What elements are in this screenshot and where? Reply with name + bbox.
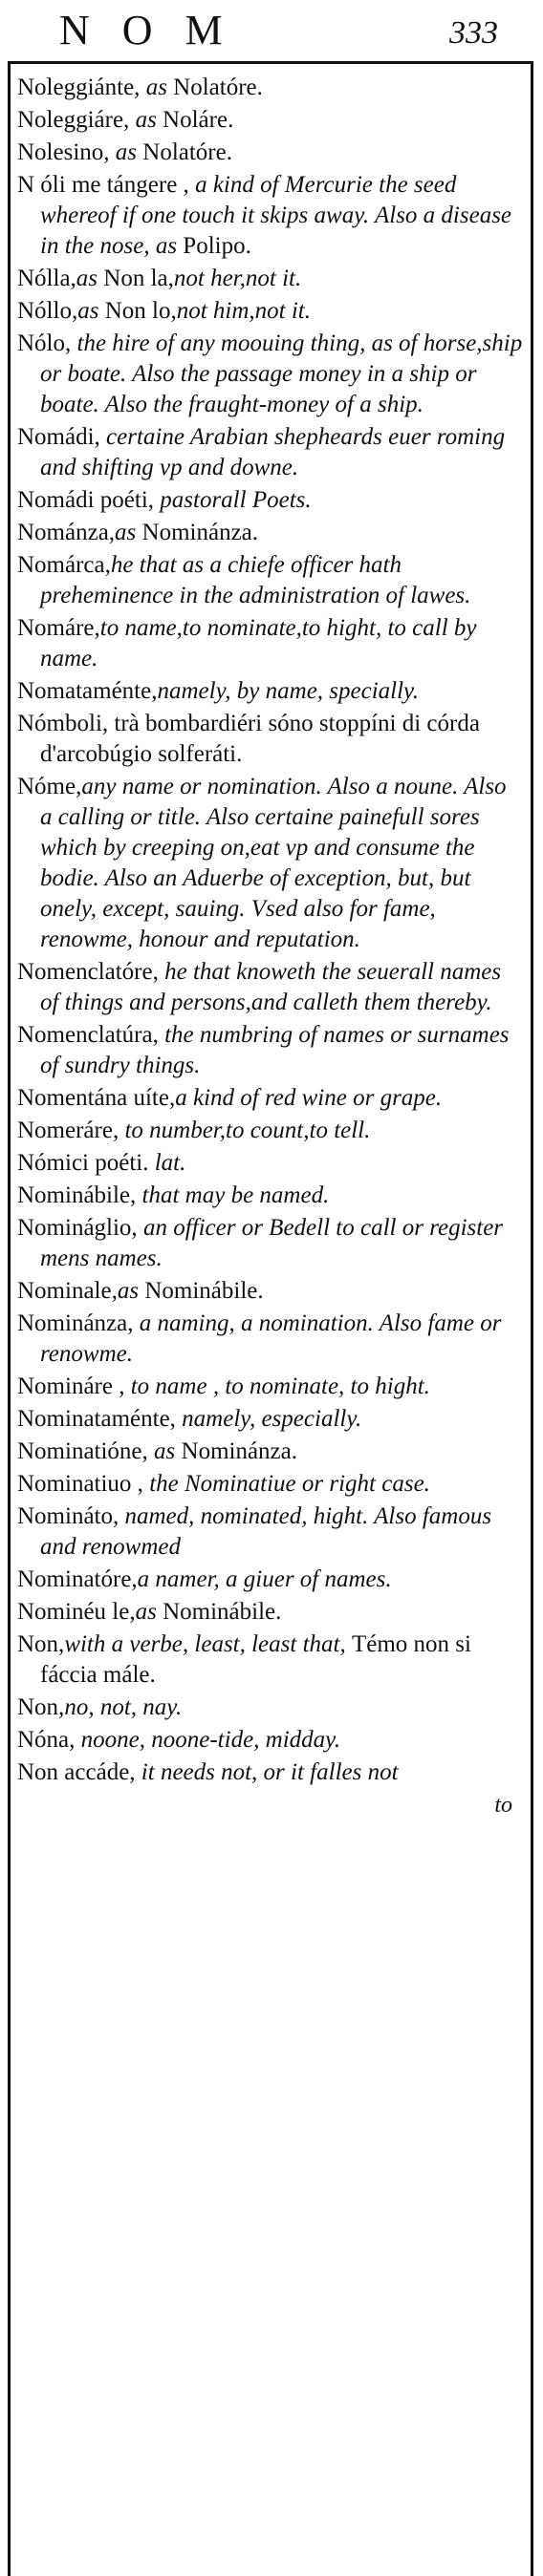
headword: Non, — [17, 1631, 65, 1657]
definition: the hire of any moouing thing, as of horse,ship or boate. Also the passage money in a ship or boate. Also the fraught-money of a ship. — [40, 330, 523, 417]
definition: the Nominatiue or right case. — [142, 1471, 430, 1497]
headword: Nominatióne, — [17, 1438, 148, 1464]
left-rule — [8, 61, 11, 2576]
dictionary-entry — [17, 1469, 524, 1500]
dictionary-entry — [17, 1597, 524, 1628]
definition: to name,to nominate,to hight, to call by name. — [40, 615, 477, 671]
headword: Noleggiánte, — [17, 75, 141, 100]
dictionary-entry — [17, 1404, 524, 1435]
dictionary-entry — [17, 264, 524, 294]
dictionary-entry — [17, 1309, 524, 1370]
dictionary-entry — [17, 1437, 524, 1467]
dictionary-entry — [17, 1083, 524, 1114]
catchword: to — [494, 1793, 512, 1818]
definition: namely, by name, specially. — [157, 678, 420, 704]
headword: Nomárca, — [17, 552, 111, 578]
dictionary-entry — [17, 709, 524, 770]
headword: Nomenclatúra, — [17, 1022, 159, 1048]
headword: Nóna, — [17, 1727, 76, 1753]
headword: Nolesino, — [17, 139, 110, 165]
headword: Nóme, — [17, 774, 82, 799]
dictionary-entry — [17, 138, 524, 168]
dictionary-entry — [17, 676, 524, 707]
dictionary-entries — [17, 73, 524, 1820]
dictionary-entry — [17, 518, 524, 548]
definition: as — [147, 1438, 182, 1464]
running-header — [0, 0, 543, 59]
dictionary-entry — [17, 1276, 524, 1307]
dictionary-entry — [17, 772, 524, 955]
definition: certaine Arabian shepheards euer roming and shifting vp and downe. — [40, 424, 506, 480]
headword: Nominale, — [17, 1278, 118, 1304]
definition: as — [76, 266, 104, 291]
dictionary-entry — [17, 1565, 524, 1595]
dictionary-entry — [17, 1757, 524, 1788]
cross-reference: Témo non si fáccia mále. — [40, 1631, 471, 1688]
headword: Nólo, — [17, 330, 72, 356]
definition: as — [140, 75, 174, 100]
headword: Nómici poéti. — [17, 1150, 149, 1176]
cross-reference: Nominánza. — [181, 1438, 297, 1464]
cross-reference: Nominábile. — [163, 1599, 282, 1625]
definition: he that as a chiefe officer hath preheminence in the administration of lawes. — [40, 552, 471, 608]
headword: Nomináre , — [17, 1373, 125, 1399]
dictionary-entry — [17, 170, 524, 262]
headword: Nominábile, — [17, 1182, 137, 1208]
cross-reference: Noláre. — [163, 107, 234, 133]
dictionary-entry — [17, 1181, 524, 1211]
headword: Non accáde, — [17, 1759, 136, 1785]
headword: Nomeráre, — [17, 1118, 119, 1143]
definition: as — [77, 298, 105, 324]
cross-reference: Nominánza. — [141, 520, 259, 545]
dictionary-entry — [17, 1692, 524, 1723]
definition: it needs not, or it falles not — [135, 1759, 399, 1785]
definition: a kind of Mercurie the seed whereof if one touch it skips away. Also a disease in the nose, as — [40, 172, 512, 259]
cross-reference: Nolatóre. — [173, 75, 263, 100]
definition: to number,to count,to tell. — [119, 1118, 371, 1143]
headword: Nominatóre, — [17, 1566, 138, 1592]
definition-continued: not her,not it. — [173, 266, 302, 291]
cross-reference: Non lo, — [104, 298, 177, 324]
header-guide-word: NOM — [59, 7, 255, 53]
headword: Nomenclatóre, — [17, 959, 159, 985]
definition: as — [129, 107, 163, 133]
page-number: 333 — [449, 15, 498, 51]
dictionary-entry — [17, 613, 524, 674]
definition: named, nominated, hight. Also famous and renowmed — [40, 1503, 492, 1560]
cross-reference: Polipo. — [177, 233, 251, 259]
dictionary-entry — [17, 1020, 524, 1081]
definition: no, not, nay. — [64, 1694, 183, 1720]
dictionary-entry — [17, 1629, 524, 1691]
cross-reference: Nominábile. — [144, 1278, 264, 1304]
definition: a kind of red wine or grape. — [175, 1085, 443, 1111]
headword: Nólla, — [17, 266, 76, 291]
dictionary-entry — [17, 1148, 524, 1179]
definition: namely, especially. — [175, 1406, 362, 1432]
headword: Nománza, — [17, 520, 116, 545]
definition: as — [117, 1278, 145, 1304]
dictionary-entry — [17, 329, 524, 420]
cross-reference: Non la, — [103, 266, 174, 291]
headword: Nomádi poéti, — [17, 487, 155, 513]
dictionary-entry — [17, 1116, 524, 1146]
definition-continued: not him,not it. — [176, 298, 311, 324]
headword: Noleggiáre, — [17, 107, 130, 133]
definition: with a verbe, least, least that, — [64, 1631, 352, 1657]
headword: Nomináglio, — [17, 1215, 138, 1241]
definition: as — [109, 139, 143, 165]
right-rule — [531, 61, 533, 2576]
headword: N óli me tángere , — [17, 172, 189, 198]
headword: Nominéu le, — [17, 1599, 136, 1625]
headword: Nómboli, trà bombardiéri sóno stoppíni di córda d'arcobúgio solferáti. — [17, 711, 480, 767]
definition: he that knoweth the seuerall names of things and persons,and calleth them thereby. — [40, 959, 502, 1015]
top-rule — [8, 61, 533, 64]
headword: Nomáre, — [17, 615, 100, 641]
definition: as — [115, 520, 142, 545]
dictionary-entry — [17, 485, 524, 516]
definition: an officer or Bedell to call or register mens names. — [40, 1215, 504, 1271]
headword: Nominataménte, — [17, 1406, 176, 1432]
definition: a namer, a giuer of names. — [137, 1566, 392, 1592]
definition: the numbring of names or surnames of sundry things. — [40, 1022, 510, 1078]
headword: Nominatiuo , — [17, 1471, 143, 1497]
definition: pastorall Poets. — [154, 487, 312, 513]
definition: lat. — [148, 1150, 186, 1176]
dictionary-entry — [17, 73, 524, 103]
definition: as — [135, 1599, 163, 1625]
dictionary-entry — [17, 550, 524, 611]
dictionary-entry — [17, 105, 524, 136]
headword: Nominánza, — [17, 1310, 134, 1336]
dictionary-entry — [17, 1501, 524, 1563]
definition: to name , to nominate, to hight. — [124, 1373, 430, 1399]
dictionary-entry — [17, 1213, 524, 1274]
definition: any name or nomination. Also a noune. Also a calling or title. Also certaine painefull sores which by creeping on,eat vp and consume the bodie. Also an Aduerbe of exception, but, but onely, except, sauing. Vsed also for fame, renowme, honour and reputation. — [40, 774, 507, 952]
dictionary-entry — [17, 296, 524, 327]
definition: that may be named. — [136, 1182, 330, 1208]
dictionary-entry — [17, 1372, 524, 1402]
headword: Nomádi, — [17, 424, 100, 450]
cross-reference: Nolatóre. — [142, 139, 232, 165]
headword: Nomentána uíte, — [17, 1085, 176, 1111]
dictionary-entry — [17, 957, 524, 1018]
headword: Nóllo, — [17, 298, 78, 324]
definition: a naming, a nomination. Also fame or renowme. — [40, 1310, 502, 1367]
dictionary-entry — [17, 1725, 524, 1756]
headword: Nomináto, — [17, 1503, 119, 1529]
headword: Nomataménte, — [17, 678, 158, 704]
headword: Non, — [17, 1694, 65, 1720]
dictionary-entry — [17, 422, 524, 483]
definition: noone, noone-tide, midday. — [75, 1727, 341, 1753]
